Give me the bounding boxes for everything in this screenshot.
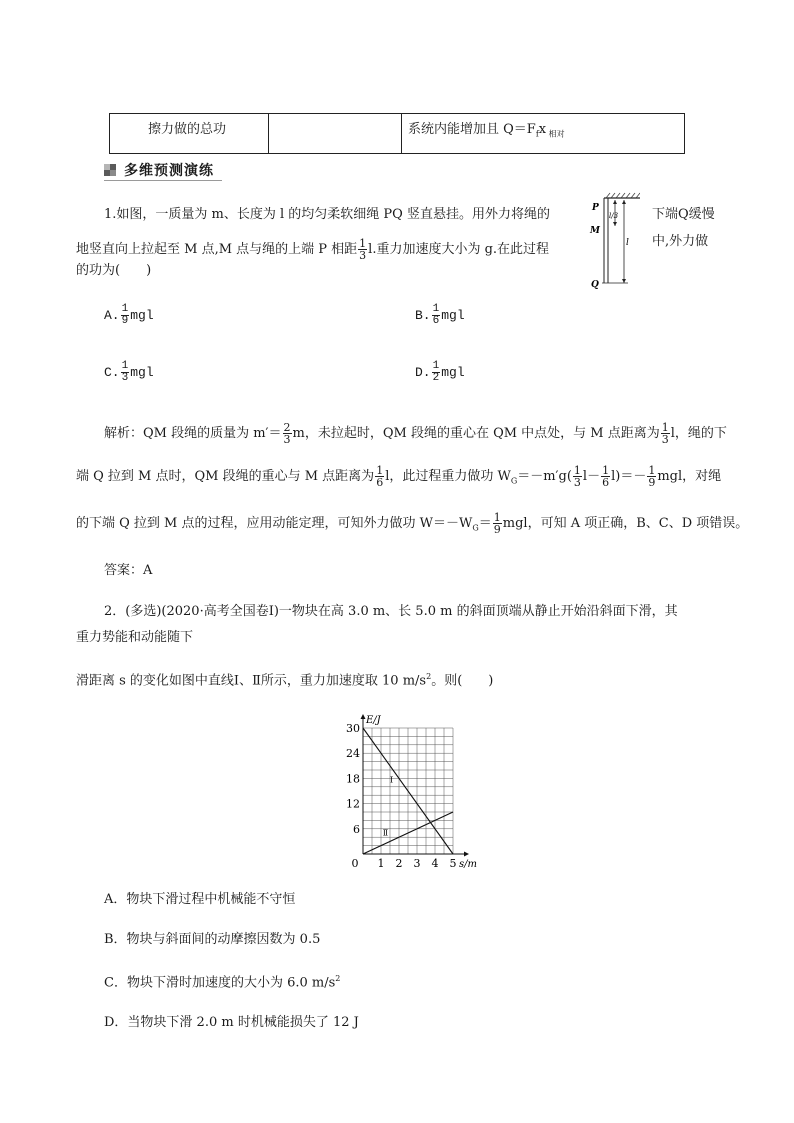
analysis-l2-b: l，此过程重力做功 W xyxy=(385,469,511,484)
q2-line3-a: 滑距离 s 的变化如图中直线Ⅰ、Ⅱ所示，重力加速度取 10 m/s xyxy=(76,673,427,689)
frac-num: 1 xyxy=(376,464,384,477)
analysis-l2-sub: G xyxy=(510,476,518,486)
table-cell-2 xyxy=(269,114,402,153)
analysis-l1-a: 解析：QM 段绳的质量为 m′＝ xyxy=(104,426,282,441)
table-cell-3-x: x xyxy=(538,122,547,137)
x-tick-label: 0 xyxy=(351,857,359,870)
y-tick-label: 6 xyxy=(353,822,360,836)
q2-line1: 2．(多选)(2020·高考全国卷Ⅰ)一物块在高 3.0 m、长 5.0 m 的斜面顶端从静止开始沿斜面下滑，其 xyxy=(104,604,678,619)
option-a-tail: mgl xyxy=(130,307,154,323)
arrow-l3-top xyxy=(613,200,617,204)
analysis-l3-a: 的下端 Q 拉到 M 点的过程，应用动能定理，可知外力做功 W＝－W xyxy=(76,516,473,531)
q1-line3: 的功为( ) xyxy=(76,263,152,278)
frac-den: 3 xyxy=(121,372,129,384)
q2-line3-b: 。则( ) xyxy=(431,673,494,689)
option-b-label: B. xyxy=(415,307,431,323)
y-tick-label: 18 xyxy=(346,772,360,786)
label-M: M xyxy=(590,226,600,236)
frac-den: 2 xyxy=(432,372,440,384)
analysis-line2 xyxy=(76,465,721,490)
section-square-icon xyxy=(104,164,116,176)
frac-num: 1 xyxy=(432,303,440,315)
q2-option-c-text: C．物块下滑时加速度的大小为 6.0 m/s xyxy=(104,975,336,991)
analysis-l2-frac2 xyxy=(573,465,582,488)
q2-option-d: D．当物块下滑 2.0 m 时机械能损失了 12 J xyxy=(104,1015,359,1030)
frac-num: 1 xyxy=(493,511,501,524)
analysis-l2-e: l)＝－ xyxy=(611,469,647,484)
q1-line2-right: 中,外力做 xyxy=(652,234,709,249)
analysis-l2-c: ＝－m′g( xyxy=(517,469,572,484)
arrow-l-top xyxy=(622,200,626,204)
frac-num: 1 xyxy=(661,421,669,434)
arrow-l-bottom xyxy=(622,279,626,283)
arrow-l3-bottom xyxy=(613,222,617,226)
frac-den: 3 xyxy=(359,249,367,262)
q1-option-b xyxy=(415,304,465,327)
option-c-frac xyxy=(121,361,130,384)
frac-num: 1 xyxy=(121,303,129,315)
frac-den: 9 xyxy=(493,523,501,536)
section-title: 多维预测演练 xyxy=(124,163,214,179)
frac-den: 3 xyxy=(661,433,669,446)
frac-den: 3 xyxy=(283,433,291,446)
frac-den: 9 xyxy=(121,315,129,327)
series-label-2: Ⅱ xyxy=(382,828,389,838)
analysis-l2-frac4 xyxy=(647,465,656,488)
x-tick-label: 5 xyxy=(449,857,457,870)
y-axis-arrow xyxy=(361,714,366,719)
analysis-line1 xyxy=(104,422,727,445)
section-heading xyxy=(104,160,222,181)
q1-line2-a: 地竖直向上拉起至 M 点,M 点与绳的上端 P 相距 xyxy=(76,242,358,257)
option-b-frac xyxy=(432,304,441,327)
q1-line2 xyxy=(76,238,549,261)
x-tick-label: 4 xyxy=(431,857,439,870)
answer-line: 答案：A xyxy=(104,563,153,578)
table-cell-1-text: 擦力做的总功 xyxy=(148,122,227,137)
analysis-l1-c: l，绳的下 xyxy=(670,426,727,441)
option-b-tail: mgl xyxy=(441,307,465,323)
analysis-l2-f: mgl，对绳 xyxy=(657,469,722,484)
summary-table xyxy=(109,113,685,154)
q2-option-c xyxy=(104,971,340,991)
q1-option-a xyxy=(104,304,154,327)
frac-den: 3 xyxy=(573,476,581,489)
analysis-l2-d: l－ xyxy=(582,469,601,484)
option-d-frac xyxy=(432,361,441,384)
label-P: P xyxy=(592,203,599,213)
q2-line3-sup: 2 xyxy=(426,672,432,681)
y-axis-label: E/J xyxy=(366,715,381,726)
x-axis-arrow xyxy=(464,852,469,857)
analysis-l3-sub: G xyxy=(472,523,479,533)
frac-num: 1 xyxy=(602,464,610,477)
rope-figure xyxy=(580,190,640,292)
x-axis-label: s/m xyxy=(459,859,477,870)
label-l: l xyxy=(626,238,629,248)
analysis-l2-frac1 xyxy=(375,465,384,488)
frac-num: 2 xyxy=(283,421,291,434)
frac-num: 1 xyxy=(648,464,656,477)
ceiling-hatch xyxy=(606,193,640,198)
q1-line2-b: l.重力加速度大小为 g.在此过程 xyxy=(368,242,550,257)
x-tick-label: 3 xyxy=(413,857,421,870)
analysis-l3-frac xyxy=(493,512,502,535)
label-Q: Q xyxy=(591,280,599,290)
frac-num: 1 xyxy=(121,360,129,372)
option-d-tail: mgl xyxy=(441,364,465,380)
frac-den: 6 xyxy=(376,476,384,489)
q2-option-c-sup: 2 xyxy=(335,974,341,983)
q1-line1-right: 下端Q缓慢 xyxy=(652,207,715,222)
table-cell-3-sub-rel: 相对 xyxy=(546,129,565,139)
analysis-l3-c: mgl，可知 A 项正确，B、C、D 项错误。 xyxy=(502,516,749,531)
q2-option-a: A．物块下滑过程中机械能不守恒 xyxy=(104,892,296,907)
q1-line2-frac xyxy=(358,238,367,261)
q2-line2: 重力势能和动能随下 xyxy=(76,630,194,645)
q2-line3 xyxy=(76,669,493,689)
frac-den: 9 xyxy=(648,476,656,489)
y-tick-label: 12 xyxy=(346,797,360,811)
q1-option-c xyxy=(104,361,154,384)
option-a-frac xyxy=(121,304,130,327)
y-tick-label: 24 xyxy=(346,747,360,761)
option-a-label: A. xyxy=(104,307,120,323)
frac-den: 6 xyxy=(602,476,610,489)
option-c-tail: mgl xyxy=(130,364,154,380)
table-cell-3-sub-f: f xyxy=(535,129,539,139)
option-d-label: D. xyxy=(415,364,431,380)
energy-chart xyxy=(335,708,485,870)
q1-line1: 1.如图，一质量为 m、长度为 l 的均匀柔软细绳 PQ 竖直悬挂。用外力将绳的 xyxy=(104,207,550,222)
y-tick-label: 30 xyxy=(346,722,360,735)
frac-num: 1 xyxy=(573,464,581,477)
analysis-line3 xyxy=(76,512,748,537)
option-c-label: C. xyxy=(104,364,120,380)
frac-num: 1 xyxy=(359,237,367,250)
analysis-l1-b: m，未拉起时，QM 段绳的重心在 QM 中点处，与 M 点距离为 xyxy=(292,426,660,441)
analysis-l2-frac3 xyxy=(601,465,610,488)
analysis-l2-a: 端 Q 拉到 M 点时，QM 段绳的重心与 M 点距离为 xyxy=(76,469,375,484)
analysis-l1-frac2 xyxy=(661,422,670,445)
table-cell-3-text xyxy=(408,118,565,140)
x-tick-label: 2 xyxy=(395,857,403,870)
x-tick-label: 1 xyxy=(377,857,385,870)
table-cell-1 xyxy=(110,114,269,153)
table-cell-3-main: 系统内能增加且 Q＝F xyxy=(408,122,536,137)
q2-option-b: B．物块与斜面间的动摩擦因数为 0.5 xyxy=(104,932,321,947)
table-cell-3 xyxy=(402,114,684,153)
q1-option-d xyxy=(415,361,465,384)
frac-num: 1 xyxy=(432,360,440,372)
label-l3: l/3 xyxy=(609,212,619,220)
series-label-1: Ⅰ xyxy=(390,775,394,785)
frac-den: 6 xyxy=(432,315,440,327)
analysis-l1-frac1 xyxy=(283,422,292,445)
analysis-l3-b: ＝ xyxy=(478,516,492,531)
